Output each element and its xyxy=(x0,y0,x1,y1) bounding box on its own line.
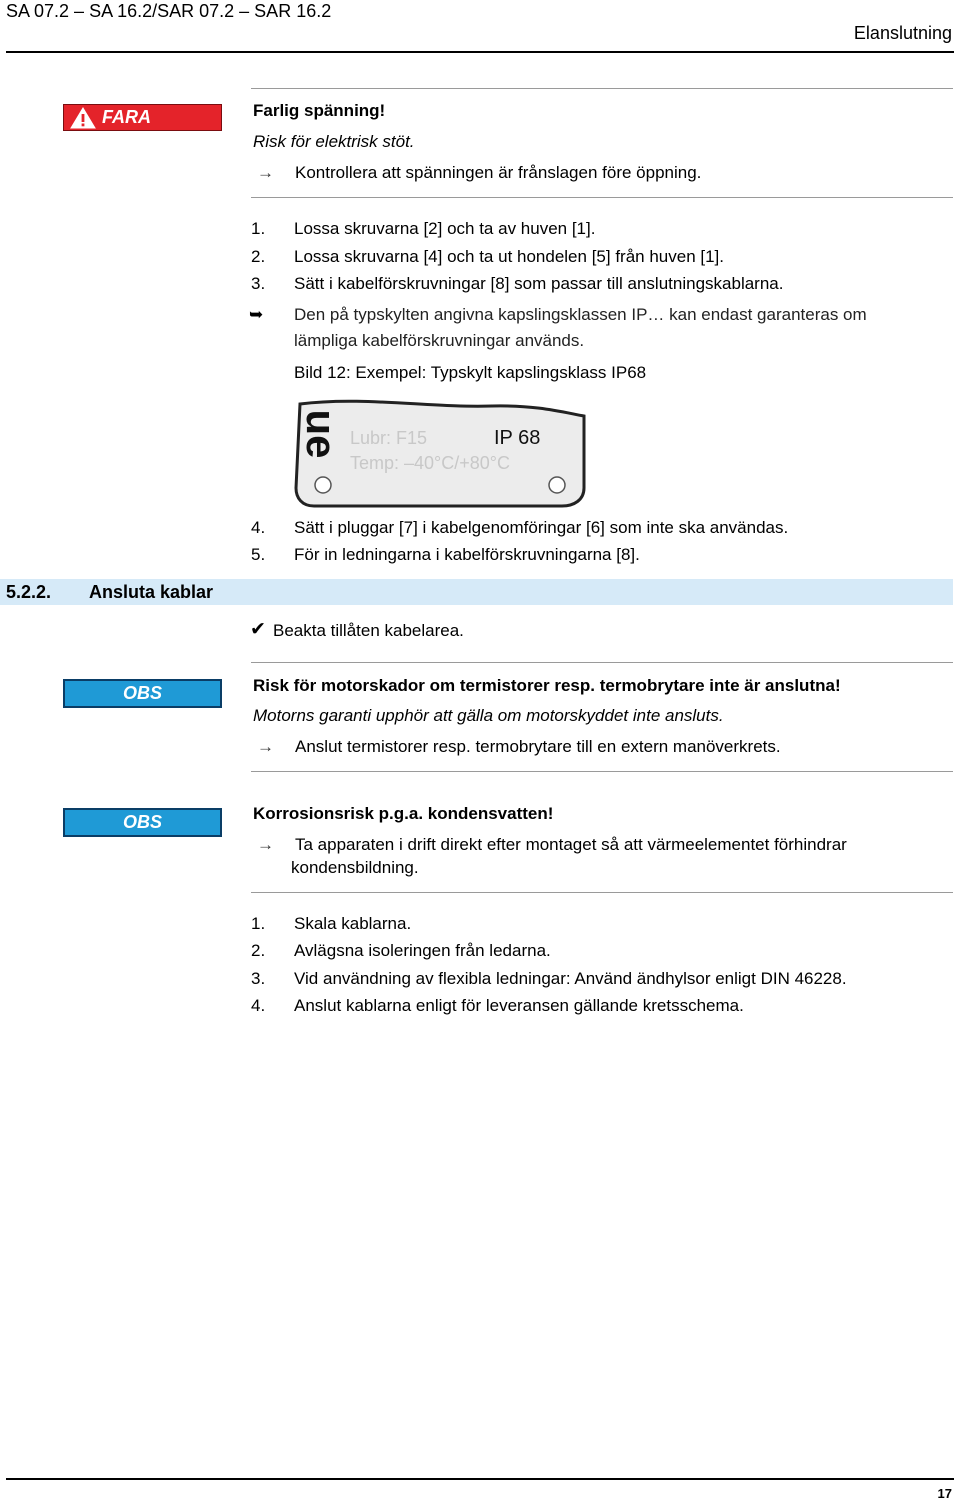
plate-temp: Temp: –40°C/+80°C xyxy=(350,453,510,473)
danger-action xyxy=(257,162,701,184)
danger-badge-label: FARA xyxy=(102,107,151,127)
stepc-3-text: Vid användning av flexibla ledningar: Använd ändhylsor enligt DIN 46228. xyxy=(294,969,847,988)
check-icon: ✔ xyxy=(250,619,266,640)
obs1-top-rule xyxy=(251,662,953,663)
step-3-text: Sätt i kabelförskruvningar [8] som passar till anslutningskablarna. xyxy=(294,274,784,293)
result-line-1: Den på typskylten angivna kapslingsklassen IP… kan endast garanteras om xyxy=(294,305,867,324)
stepc-4-text: Anslut kablarna enligt för leveransen gällande kretsschema. xyxy=(294,996,744,1015)
step-4-number: 4. xyxy=(251,518,266,537)
page-number: 17 xyxy=(937,1486,952,1501)
type-plate xyxy=(292,398,592,510)
obs2-badge: OBS xyxy=(63,808,222,837)
obs2-action-text-1: Ta apparaten i drift direkt efter montaget så att värmeelementet förhindrar xyxy=(295,835,847,854)
obs2-action xyxy=(257,834,847,856)
step-5-text: För in ledningarna i kabelförskruvningarna [8]. xyxy=(294,545,640,564)
header-rule xyxy=(6,51,954,53)
check-note: Beakta tillåten kabelarea. xyxy=(273,621,464,640)
arrow-right-icon: → xyxy=(257,163,274,182)
stepc-1-text: Skala kablarna. xyxy=(294,914,412,933)
danger-action-text: Kontrollera att spänningen är frånslagen före öppning. xyxy=(295,163,702,182)
section-title: Ansluta kablar xyxy=(89,582,214,602)
arrow-right-icon: → xyxy=(257,835,274,854)
plate-ip: IP 68 xyxy=(494,427,541,449)
danger-bottom-rule xyxy=(251,197,953,198)
obs1-action xyxy=(257,736,781,758)
step-2-number: 2. xyxy=(251,247,266,266)
obs2-action-text-2: kondensbildning. xyxy=(291,858,419,877)
plate-lubr: Lubr: F15 xyxy=(350,428,428,448)
step-5-number: 5. xyxy=(251,545,266,564)
result-line-2: lämpliga kabelförskruvningar används. xyxy=(294,331,585,350)
obs1-badge: OBS xyxy=(63,679,222,708)
obs2-title: Korrosionsrisk p.g.a. kondensvatten! xyxy=(253,804,554,823)
obs2-bottom-rule xyxy=(251,892,953,893)
step-4-text: Sätt i pluggar [7] i kabelgenomföringar [6] som inte ska användas. xyxy=(294,518,789,537)
step-1-number: 1. xyxy=(251,219,266,238)
step-1-text: Lossa skruvarna [2] och ta av huven [1]. xyxy=(294,219,596,238)
footer-rule xyxy=(6,1478,954,1480)
step-2-text: Lossa skruvarna [4] och ta ut hondelen [5] från huven [1]. xyxy=(294,247,724,266)
obs1-action-text: Anslut termistorer resp. termobrytare till en extern manöverkrets. xyxy=(295,737,781,756)
header-right: Elanslutning xyxy=(853,23,952,43)
danger-top-rule xyxy=(251,88,953,89)
step-3-number: 3. xyxy=(251,274,266,293)
arrow-right-icon: → xyxy=(257,737,274,756)
danger-subtitle: Risk för elektrisk stöt. xyxy=(253,132,415,151)
danger-badge xyxy=(63,104,222,131)
header-left: SA 07.2 – SA 16.2/SAR 07.2 – SAR 16.2 xyxy=(6,1,332,21)
obs1-subtitle: Motorns garanti upphör att gälla om motorskyddet inte ansluts. xyxy=(253,706,724,725)
plate-logo: ue xyxy=(298,409,345,459)
obs1-bottom-rule xyxy=(251,771,953,772)
result-arrow-icon: ➥ xyxy=(249,305,264,324)
obs1-title: Risk för motorskador om termistorer resp. termobrytare inte är anslutna! xyxy=(253,676,841,695)
stepc-1-number: 1. xyxy=(251,914,266,933)
danger-title: Farlig spänning! xyxy=(253,101,386,120)
section-number: 5.2.2. xyxy=(6,582,52,602)
stepc-4-number: 4. xyxy=(251,996,266,1015)
stepc-3-number: 3. xyxy=(251,969,266,988)
warning-icon xyxy=(70,107,96,129)
stepc-2-text: Avlägsna isoleringen från ledarna. xyxy=(294,941,551,960)
stepc-2-number: 2. xyxy=(251,941,266,960)
figure-caption: Bild 12: Exempel: Typskylt kapslingsklass IP68 xyxy=(294,363,647,382)
